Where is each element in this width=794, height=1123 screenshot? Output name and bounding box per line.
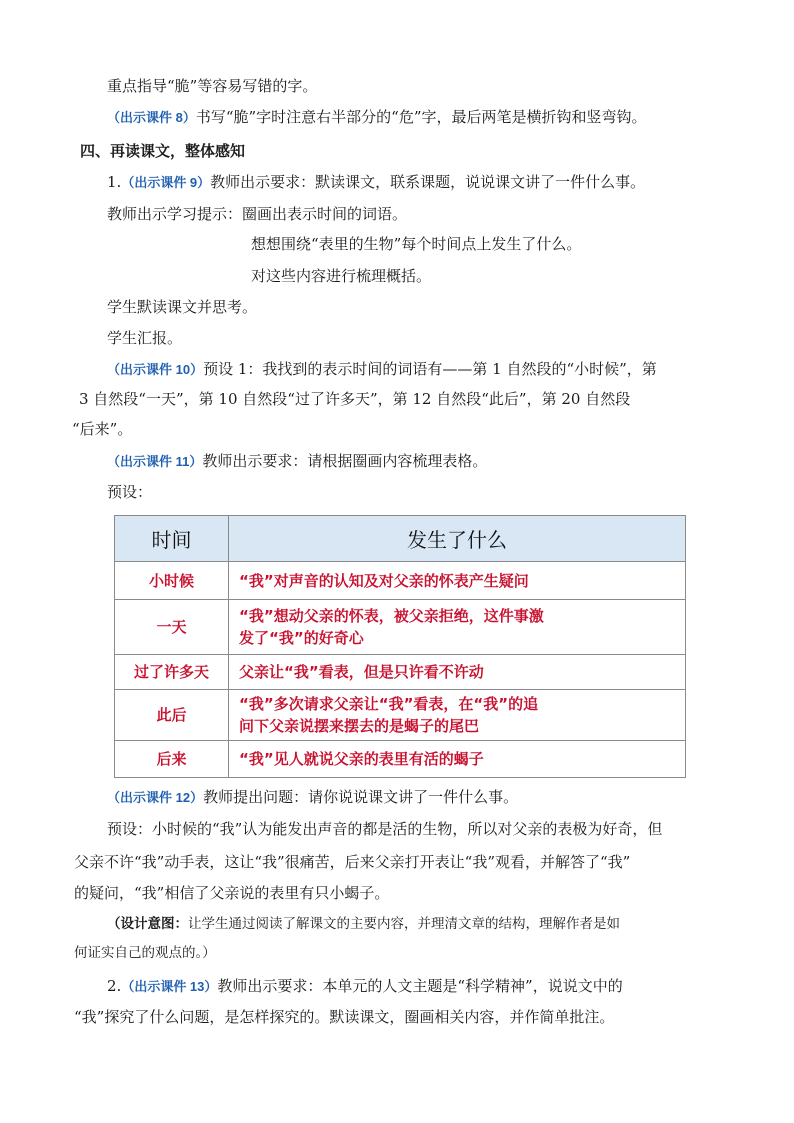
event-line: “我”对声音的认知及对父亲的怀表产生疑问 bbox=[239, 571, 529, 590]
paragraph-text: 教师出示要求：默读课文，联系课题，说说课文讲了一件什么事。 bbox=[210, 173, 646, 191]
paragraph-line bbox=[107, 786, 518, 809]
table-row bbox=[115, 562, 686, 600]
design-intent-label: （设计意图： bbox=[107, 916, 188, 932]
table-cell-event bbox=[229, 690, 686, 741]
paragraph-line: 想想围绕“表里的生物”每个时间点上发生了什么。 bbox=[251, 235, 582, 253]
paragraph-line bbox=[107, 450, 487, 473]
paragraph-line: “后来”。 bbox=[72, 420, 133, 438]
paragraph-line: 的疑问，“我”相信了父亲说的表里有只小蝎子。 bbox=[74, 884, 390, 902]
paragraph-line: 学生汇报。 bbox=[107, 329, 183, 347]
table-header-row bbox=[115, 516, 686, 562]
item-number: 1. bbox=[107, 173, 122, 191]
table-header-event: 发生了什么 bbox=[229, 516, 686, 562]
paragraph-line: 预设：小时候的“我”认为能发出声音的都是活的生物，所以对父亲的表极为好奇，但 bbox=[107, 820, 663, 838]
courseware-tag: （出示课件 10） bbox=[107, 362, 204, 377]
paragraph-line: 预设： bbox=[107, 483, 153, 501]
table-cell-event bbox=[229, 600, 686, 655]
table-cell-time: 一天 bbox=[115, 600, 229, 655]
paragraph-text: 教师提出问题：请你说说课文讲了一件什么事。 bbox=[203, 788, 519, 806]
design-intent-text: 让学生通过阅读了解课文的主要内容，并理清文章的结构，理解作者是如 bbox=[188, 916, 620, 932]
event-line: 父亲让“我”看表，但是只许看不许动 bbox=[239, 663, 484, 681]
paragraph-line bbox=[107, 358, 657, 381]
paragraph-line: 教师出示学习提示：圈画出表示时间的词语。 bbox=[107, 205, 408, 223]
design-intent-line bbox=[107, 913, 620, 935]
table-cell-event bbox=[229, 562, 686, 600]
event-line: “我”见人就说父亲的表里有活的蝎子 bbox=[239, 750, 484, 768]
table-cell-time: 后来 bbox=[115, 741, 229, 778]
timeline-table bbox=[114, 515, 686, 778]
paragraph-line bbox=[107, 171, 645, 194]
courseware-tag: （出示课件 11） bbox=[107, 454, 203, 469]
paragraph-line bbox=[107, 106, 647, 129]
table-cell-event bbox=[229, 741, 686, 778]
paragraph-line: 3 自然段“一天”，第 10 自然段“过了许多天”，第 12 自然段“此后”，第 20 自然段 bbox=[79, 390, 631, 408]
table-row bbox=[115, 600, 686, 655]
paragraph-line: 重点指导“脆”等容易写错的字。 bbox=[107, 77, 318, 95]
table-row bbox=[115, 690, 686, 741]
table-cell-time: 此后 bbox=[115, 690, 229, 741]
paragraph-text: 预设 1：我找到的表示时间的词语有——第 1 自然段的“小时候”，第 bbox=[203, 360, 657, 378]
design-intent-line: 何证实自己的观点的。） bbox=[74, 945, 216, 961]
paragraph-line: 学生默读课文并思考。 bbox=[107, 298, 258, 316]
event-line: 发了“我”的好奇心 bbox=[239, 629, 364, 647]
courseware-tag: （出示课件 12） bbox=[107, 790, 204, 805]
section-heading: 四、再读课文，整体感知 bbox=[80, 142, 246, 160]
courseware-tag: （出示课件 8） bbox=[107, 110, 196, 125]
paragraph-line bbox=[107, 975, 623, 998]
event-line: “我”想动父亲的怀表，被父亲拒绝，这件事激 bbox=[239, 607, 544, 625]
event-line: “我”多次请求父亲让“我”看表，在“我”的追 bbox=[239, 695, 539, 713]
table-row bbox=[115, 655, 686, 690]
paragraph-text: 教师出示要求：请根据圈画内容梳理表格。 bbox=[202, 452, 488, 470]
table-cell-event bbox=[229, 655, 686, 690]
item-number: 2. bbox=[107, 977, 122, 995]
paragraph-text: 教师出示要求：本单元的人文主题是“科学精神”，说说文中的 bbox=[217, 977, 623, 995]
table-cell-time: 过了许多天 bbox=[115, 655, 229, 690]
paragraph-line: 对这些内容进行梳理概括。 bbox=[251, 267, 432, 285]
table-header-time: 时间 bbox=[115, 516, 229, 562]
event-line: 问下父亲说摆来摆去的是蝎子的尾巴 bbox=[239, 717, 480, 735]
table-cell-time: 小时候 bbox=[115, 562, 229, 600]
paragraph-text: 书写“脆”字时注意右半部分的“危”字，最后两笔是横折钩和竖弯钩。 bbox=[195, 108, 647, 126]
courseware-tag: （出示课件 9） bbox=[121, 175, 211, 190]
courseware-tag: （出示课件 13） bbox=[121, 979, 218, 994]
paragraph-line: “我”探究了什么问题，是怎样探究的。默读课文，圈画相关内容，并作简单批注。 bbox=[74, 1008, 615, 1026]
table-row bbox=[115, 741, 686, 778]
paragraph-line: 父亲不许“我”动手表，这让“我”很痛苦，后来父亲打开表让“我”观看，并解答了“我” bbox=[74, 853, 631, 871]
